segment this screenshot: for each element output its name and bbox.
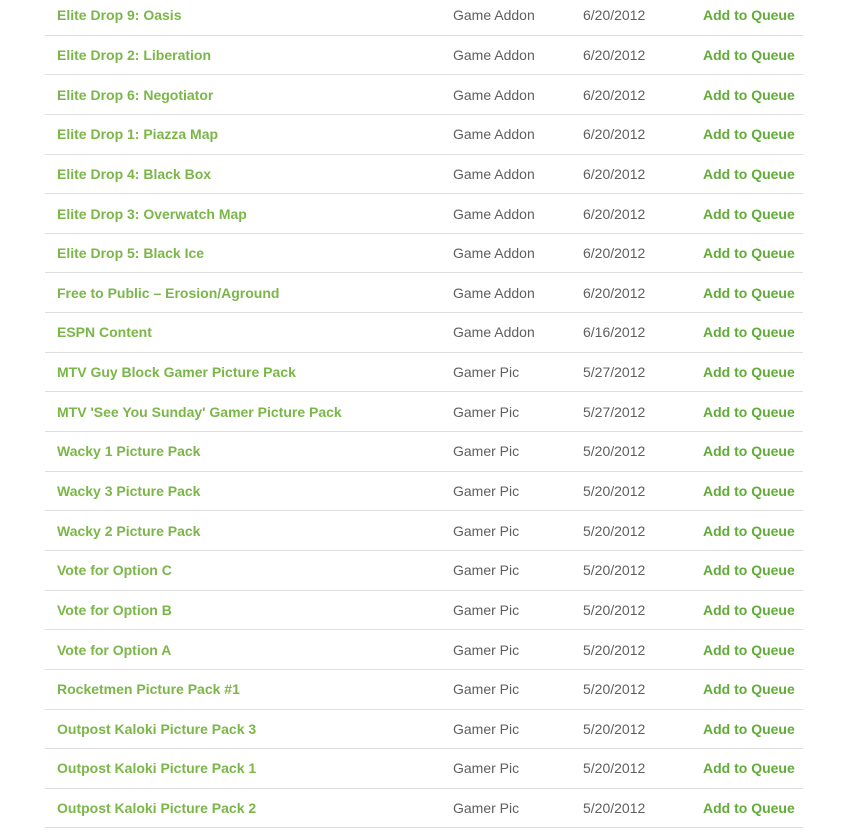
content-type-label: Game Addon bbox=[453, 46, 535, 63]
content-title-link[interactable]: Wacky 2 Picture Pack bbox=[57, 522, 201, 539]
content-type-label: Gamer Pic bbox=[453, 443, 520, 460]
content-title-link[interactable]: Vote for Option A bbox=[57, 641, 172, 658]
content-title-link[interactable]: Vote for Option B bbox=[57, 601, 172, 618]
add-to-queue-button[interactable]: Add to Queue bbox=[703, 720, 795, 737]
add-to-queue-button[interactable]: Add to Queue bbox=[703, 601, 795, 618]
add-to-queue-button[interactable]: Add to Queue bbox=[703, 126, 795, 143]
table-row bbox=[45, 0, 803, 36]
release-date-label: 5/20/2012 bbox=[583, 800, 646, 817]
release-date-label: 6/20/2012 bbox=[583, 126, 646, 143]
release-date-label: 6/20/2012 bbox=[583, 284, 646, 301]
content-type-label: Gamer Pic bbox=[453, 800, 520, 817]
content-type-label: Gamer Pic bbox=[453, 364, 520, 381]
content-title-link[interactable]: Outpost Kaloki Picture Pack 3 bbox=[57, 720, 257, 737]
table-row bbox=[45, 194, 803, 234]
content-title-link[interactable]: Wacky 1 Picture Pack bbox=[57, 443, 201, 460]
add-to-queue-button[interactable]: Add to Queue bbox=[703, 364, 795, 381]
content-title-link[interactable]: Wacky 3 Picture Pack bbox=[57, 483, 201, 499]
release-date-label: 5/20/2012 bbox=[583, 562, 646, 579]
add-to-queue-button[interactable]: Add to Queue bbox=[703, 800, 795, 817]
table-row bbox=[45, 155, 803, 195]
content-table bbox=[45, 0, 803, 828]
content-title-link[interactable]: Outpost Kaloki Picture Pack 2 bbox=[57, 800, 257, 817]
table-row bbox=[45, 392, 803, 432]
table-row bbox=[45, 273, 803, 313]
release-date-label: 6/20/2012 bbox=[583, 46, 646, 63]
add-to-queue-button[interactable]: Add to Queue bbox=[703, 284, 795, 301]
release-date-label: 5/20/2012 bbox=[583, 601, 646, 618]
content-title-link[interactable]: Rocketmen Picture Pack #1 bbox=[57, 681, 240, 698]
content-title-link[interactable]: Elite Drop 9: Oasis bbox=[57, 7, 182, 24]
add-to-queue-button[interactable]: Add to Queue bbox=[703, 681, 795, 698]
content-type-label: Gamer Pic bbox=[453, 601, 520, 618]
add-to-queue-button[interactable]: Add to Queue bbox=[703, 7, 795, 24]
content-title-link[interactable]: Elite Drop 6: Negotiator bbox=[57, 86, 214, 103]
table-row bbox=[45, 789, 803, 829]
release-date-label: 5/27/2012 bbox=[583, 403, 646, 420]
release-date-label: 6/20/2012 bbox=[583, 165, 646, 182]
content-type-label: Game Addon bbox=[453, 86, 535, 103]
content-title-link[interactable]: Elite Drop 2: Liberation bbox=[57, 46, 212, 63]
content-title-link[interactable]: Elite Drop 4: Black Box bbox=[57, 165, 212, 182]
content-title-link[interactable]: MTV Guy Block Gamer Picture Pack bbox=[57, 364, 296, 381]
add-to-queue-button[interactable]: Add to Queue bbox=[703, 324, 795, 341]
table-row bbox=[45, 670, 803, 710]
content-type-label: Gamer Pic bbox=[453, 720, 520, 737]
add-to-queue-button[interactable]: Add to Queue bbox=[703, 483, 795, 499]
add-to-queue-button[interactable]: Add to Queue bbox=[703, 46, 795, 63]
content-title-link[interactable]: ESPN Content bbox=[57, 324, 152, 341]
release-date-label: 5/20/2012 bbox=[583, 720, 646, 737]
table-row bbox=[45, 313, 803, 353]
release-date-label: 5/20/2012 bbox=[583, 443, 646, 460]
release-date-label: 6/16/2012 bbox=[583, 324, 646, 341]
release-date-label: 6/20/2012 bbox=[583, 86, 646, 103]
release-date-label: 6/20/2012 bbox=[583, 205, 646, 222]
release-date-label: 5/27/2012 bbox=[583, 364, 646, 381]
add-to-queue-button[interactable]: Add to Queue bbox=[703, 760, 795, 777]
content-type-label: Game Addon bbox=[453, 324, 535, 341]
add-to-queue-button[interactable]: Add to Queue bbox=[703, 165, 795, 182]
add-to-queue-button[interactable]: Add to Queue bbox=[703, 205, 795, 222]
table-row bbox=[45, 75, 803, 115]
table-row bbox=[45, 432, 803, 472]
release-date-label: 5/20/2012 bbox=[583, 681, 646, 698]
content-type-label: Game Addon bbox=[453, 245, 535, 262]
content-type-label: Gamer Pic bbox=[453, 522, 520, 539]
table-row bbox=[45, 710, 803, 750]
content-type-label: Gamer Pic bbox=[453, 562, 520, 579]
release-date-label: 6/20/2012 bbox=[583, 245, 646, 262]
content-type-label: Gamer Pic bbox=[453, 483, 520, 499]
add-to-queue-button[interactable]: Add to Queue bbox=[703, 562, 795, 579]
content-type-label: Gamer Pic bbox=[453, 681, 520, 698]
content-title-link[interactable]: Vote for Option C bbox=[57, 562, 172, 579]
table-row bbox=[45, 749, 803, 789]
add-to-queue-button[interactable]: Add to Queue bbox=[703, 245, 795, 262]
table-row bbox=[45, 115, 803, 155]
add-to-queue-button[interactable]: Add to Queue bbox=[703, 443, 795, 460]
table-row bbox=[45, 472, 803, 512]
release-date-label: 5/20/2012 bbox=[583, 760, 646, 777]
table-row bbox=[45, 36, 803, 76]
release-date-label: 5/20/2012 bbox=[583, 522, 646, 539]
add-to-queue-button[interactable]: Add to Queue bbox=[703, 403, 795, 420]
table-row bbox=[45, 353, 803, 393]
content-type-label: Game Addon bbox=[453, 126, 535, 143]
content-title-link[interactable]: Free to Public – Erosion/Aground bbox=[57, 284, 280, 301]
table-row bbox=[45, 511, 803, 551]
add-to-queue-button[interactable]: Add to Queue bbox=[703, 641, 795, 658]
table-row bbox=[45, 591, 803, 631]
release-date-label: 6/20/2012 bbox=[583, 7, 646, 24]
table-row bbox=[45, 234, 803, 274]
content-title-link[interactable]: Elite Drop 5: Black Ice bbox=[57, 245, 205, 262]
table-row bbox=[45, 551, 803, 591]
add-to-queue-button[interactable]: Add to Queue bbox=[703, 86, 795, 103]
table-row bbox=[45, 630, 803, 670]
content-title-link[interactable]: Elite Drop 3: Overwatch Map bbox=[57, 205, 247, 222]
release-date-label: 5/20/2012 bbox=[583, 483, 646, 499]
content-type-label: Gamer Pic bbox=[453, 403, 520, 420]
add-to-queue-button[interactable]: Add to Queue bbox=[703, 522, 795, 539]
release-date-label: 5/20/2012 bbox=[583, 641, 646, 658]
content-title-link[interactable]: MTV 'See You Sunday' Gamer Picture Pack bbox=[57, 403, 342, 420]
content-type-label: Game Addon bbox=[453, 165, 535, 182]
content-type-label: Gamer Pic bbox=[453, 641, 520, 658]
content-type-label: Gamer Pic bbox=[453, 760, 520, 777]
content-type-label: Game Addon bbox=[453, 284, 535, 301]
content-title-link[interactable]: Outpost Kaloki Picture Pack 1 bbox=[57, 760, 257, 777]
content-type-label: Game Addon bbox=[453, 7, 535, 24]
content-title-link[interactable]: Elite Drop 1: Piazza Map bbox=[57, 126, 219, 143]
content-type-label: Game Addon bbox=[453, 205, 535, 222]
